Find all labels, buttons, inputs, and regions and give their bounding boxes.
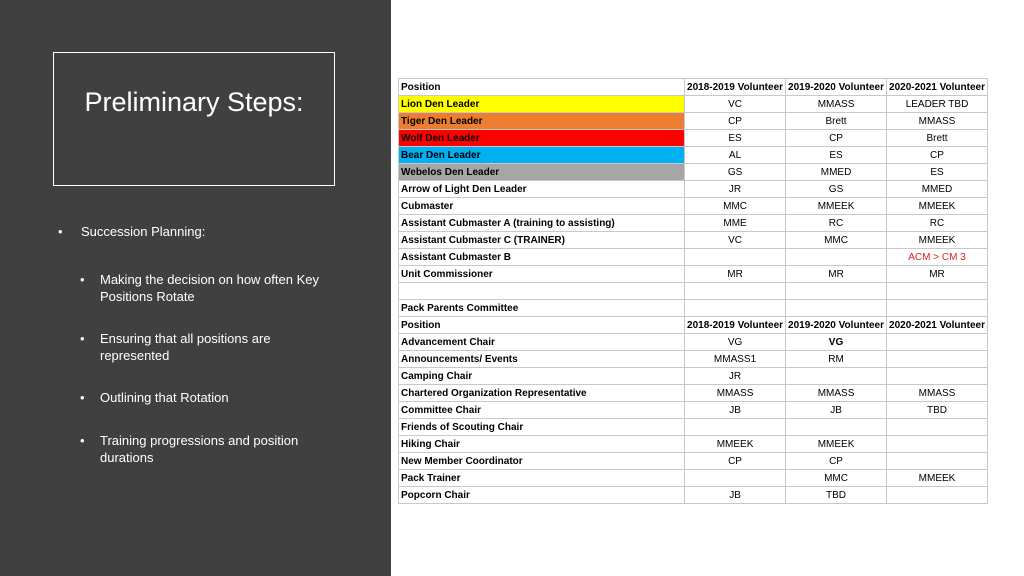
volunteer-cell: MME — [685, 215, 786, 232]
volunteer-cell: MMEEK — [887, 470, 988, 487]
volunteer-cell: VC — [685, 232, 786, 249]
table-cell — [887, 283, 988, 300]
position-cell: Unit Commissioner — [399, 266, 685, 283]
volunteer-cell: VG — [786, 334, 887, 351]
table-row — [399, 419, 988, 436]
table-row — [399, 351, 988, 368]
volunteer-cell: CP — [685, 453, 786, 470]
section-title: Pack Parents Committee — [399, 300, 685, 317]
slide-title: Preliminary Steps: — [84, 87, 304, 117]
volunteer-cell: TBD — [786, 487, 887, 504]
volunteer-cell: MMASS — [786, 96, 887, 113]
volunteer-cell: Brett — [786, 113, 887, 130]
table-cell — [685, 300, 786, 317]
volunteer-cell — [887, 334, 988, 351]
volunteer-cell: RC — [887, 215, 988, 232]
volunteer-cell: MMC — [685, 198, 786, 215]
volunteer-cell — [685, 470, 786, 487]
position-cell: Tiger Den Leader — [399, 113, 685, 130]
table-row — [399, 470, 988, 487]
volunteer-cell: Brett — [887, 130, 988, 147]
table-row — [399, 232, 988, 249]
volunteer-cell: MMASS — [786, 385, 887, 402]
column-header: 2018-2019 Volunteer — [685, 317, 786, 334]
column-header: 2018-2019 Volunteer — [685, 79, 786, 96]
volunteer-cell: JR — [685, 368, 786, 385]
table-row — [399, 147, 988, 164]
volunteer-cell: LEADER TBD — [887, 96, 988, 113]
table-header-row — [399, 79, 988, 96]
position-cell: Wolf Den Leader — [399, 130, 685, 147]
position-cell: Lion Den Leader — [399, 96, 685, 113]
position-cell: Friends of Scouting Chair — [399, 419, 685, 436]
position-cell: Assistant Cubmaster C (TRAINER) — [399, 232, 685, 249]
volunteer-cell: MR — [685, 266, 786, 283]
table-header-row — [399, 317, 988, 334]
volunteer-cell: ES — [685, 130, 786, 147]
volunteer-cell: MMEEK — [786, 436, 887, 453]
volunteer-cell: AL — [685, 147, 786, 164]
volunteer-cell — [786, 419, 887, 436]
position-cell: Advancement Chair — [399, 334, 685, 351]
volunteer-cell: MMEEK — [685, 436, 786, 453]
table-row — [399, 334, 988, 351]
table-row — [399, 368, 988, 385]
volunteer-cell — [887, 351, 988, 368]
table-row — [399, 487, 988, 504]
bullet-icon: • — [58, 224, 63, 239]
column-header: 2020-2021 Volunteer — [887, 79, 988, 96]
table-row — [399, 113, 988, 130]
volunteer-cell: MMEEK — [786, 198, 887, 215]
table-cell — [786, 300, 887, 317]
volunteer-cell: RM — [786, 351, 887, 368]
volunteer-cell: MMASS — [685, 385, 786, 402]
volunteer-cell: TBD — [887, 402, 988, 419]
volunteer-cell — [887, 419, 988, 436]
table-cell — [685, 283, 786, 300]
bullet-icon: • — [80, 331, 85, 346]
volunteer-cell: MR — [887, 266, 988, 283]
position-cell: Assistant Cubmaster B — [399, 249, 685, 266]
bullet-icon: • — [80, 433, 85, 448]
table-row — [399, 96, 988, 113]
position-cell: Arrow of Light Den Leader — [399, 181, 685, 198]
sub-bullet-text: Ensuring that all positions are represented — [100, 331, 271, 363]
volunteer-cell: MMEEK — [887, 232, 988, 249]
table-row — [399, 198, 988, 215]
volunteer-cell: JB — [685, 402, 786, 419]
volunteer-cell: MMASS — [887, 385, 988, 402]
column-header: Position — [399, 317, 685, 334]
bullet-list — [0, 0, 391, 576]
position-cell: Cubmaster — [399, 198, 685, 215]
volunteer-cell: GS — [786, 181, 887, 198]
position-cell: Assistant Cubmaster A (training to assisting) — [399, 215, 685, 232]
volunteer-cell: MMC — [786, 232, 887, 249]
volunteer-cell: MMED — [887, 181, 988, 198]
volunteer-cell — [685, 249, 786, 266]
position-cell: Committee Chair — [399, 402, 685, 419]
table-cell — [887, 300, 988, 317]
volunteer-cell: MMASS — [887, 113, 988, 130]
position-cell: Pack Trainer — [399, 470, 685, 487]
table-row — [399, 300, 988, 317]
sub-bullet-text: Making the decision on how often Key Positions Rotate — [100, 272, 319, 304]
volunteer-cell: CP — [786, 453, 887, 470]
sub-bullet-text: Outlining that Rotation — [100, 390, 229, 405]
column-header: Position — [399, 79, 685, 96]
column-header: 2019-2020 Volunteer — [786, 79, 887, 96]
volunteer-cell — [887, 453, 988, 470]
volunteer-cell: CP — [685, 113, 786, 130]
position-cell: Announcements/ Events — [399, 351, 685, 368]
volunteer-cell: MR — [786, 266, 887, 283]
column-header: 2019-2020 Volunteer — [786, 317, 887, 334]
volunteer-cell: ACM > CM 3 — [887, 249, 988, 266]
volunteer-cell — [685, 419, 786, 436]
volunteer-cell: MMC — [786, 470, 887, 487]
table-row — [399, 181, 988, 198]
position-cell: Camping Chair — [399, 368, 685, 385]
volunteer-cell: JB — [786, 402, 887, 419]
volunteer-cell: JR — [685, 181, 786, 198]
volunteer-cell: RC — [786, 215, 887, 232]
column-header: 2020-2021 Volunteer — [887, 317, 988, 334]
position-cell: Hiking Chair — [399, 436, 685, 453]
table-cell — [399, 283, 685, 300]
position-table — [398, 78, 988, 504]
volunteer-cell — [887, 436, 988, 453]
table-row — [399, 453, 988, 470]
table-cell — [786, 283, 887, 300]
table-row — [399, 249, 988, 266]
volunteer-cell: GS — [685, 164, 786, 181]
volunteer-cell — [786, 249, 887, 266]
volunteer-cell: CP — [786, 130, 887, 147]
volunteer-cell — [887, 368, 988, 385]
table-row — [399, 402, 988, 419]
position-cell: Popcorn Chair — [399, 487, 685, 504]
volunteer-cell: ES — [786, 147, 887, 164]
volunteer-cell: VC — [685, 96, 786, 113]
volunteer-cell: MMED — [786, 164, 887, 181]
table-row — [399, 436, 988, 453]
bullet-main-text: Succession Planning: — [81, 224, 206, 239]
position-cell: Chartered Organization Representative — [399, 385, 685, 402]
table-row — [399, 385, 988, 402]
sub-bullet-text: Training progressions and position durations — [100, 433, 299, 465]
volunteer-cell: CP — [887, 147, 988, 164]
spreadsheet-image — [398, 78, 988, 508]
bullet-icon: • — [80, 390, 85, 405]
volunteer-cell: JB — [685, 487, 786, 504]
volunteer-cell — [887, 487, 988, 504]
volunteer-cell: ES — [887, 164, 988, 181]
table-row — [399, 164, 988, 181]
table-row — [399, 283, 988, 300]
table-row — [399, 215, 988, 232]
position-cell: Webelos Den Leader — [399, 164, 685, 181]
bullet-icon: • — [80, 272, 85, 287]
volunteer-cell — [786, 368, 887, 385]
position-cell: New Member Coordinator — [399, 453, 685, 470]
table-row — [399, 266, 988, 283]
volunteer-cell: VG — [685, 334, 786, 351]
position-cell: Bear Den Leader — [399, 147, 685, 164]
volunteer-cell: MMASS1 — [685, 351, 786, 368]
volunteer-cell: MMEEK — [887, 198, 988, 215]
table-row — [399, 130, 988, 147]
